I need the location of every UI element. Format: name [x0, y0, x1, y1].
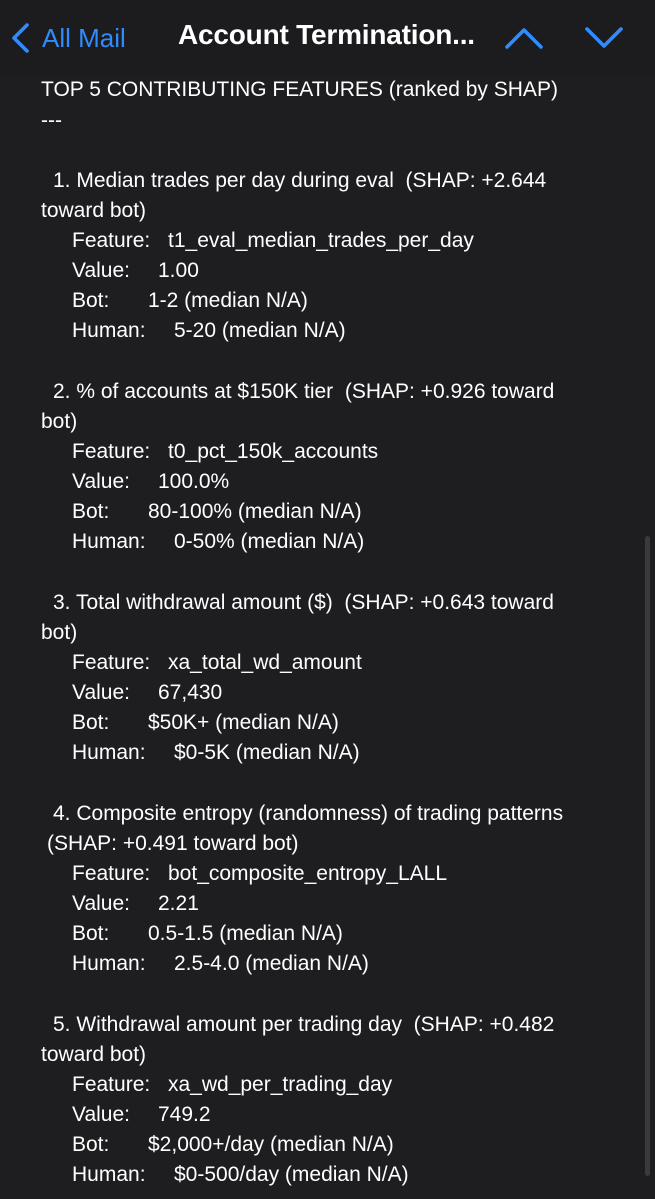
value-label: Value: — [72, 470, 130, 493]
value-label: Value: — [72, 1103, 130, 1126]
bot-range-row — [72, 497, 362, 527]
scrollbar[interactable] — [645, 536, 650, 1176]
feature-label: Feature: — [72, 229, 151, 252]
value-row — [72, 678, 222, 708]
feature-title-cont: bot) — [41, 410, 78, 433]
human-label: Human: — [72, 1163, 146, 1186]
bot-range: 1-2 (median N/A) — [148, 289, 308, 312]
feature-name: xa_wd_per_trading_day — [168, 1073, 393, 1096]
feature-value: 749.2 — [158, 1103, 211, 1126]
bot-label: Bot: — [72, 289, 110, 312]
human-range: $0-5K (median N/A) — [174, 741, 360, 764]
feature-name: t0_pct_150k_accounts — [168, 440, 379, 463]
section-heading: TOP 5 CONTRIBUTING FEATURES (ranked by SHAP) — [41, 78, 558, 101]
previous-message-button[interactable] — [502, 20, 546, 56]
feature-name-row — [72, 226, 474, 256]
navigation-bar — [0, 0, 655, 77]
human-label: Human: — [72, 741, 146, 764]
bot-range: $50K+ (median N/A) — [148, 711, 339, 734]
feature-title: 2. % of accounts at $150K tier (SHAP: +0.926 toward — [53, 380, 555, 403]
bot-label: Bot: — [72, 922, 110, 945]
feature-label: Feature: — [72, 862, 151, 885]
human-range-row — [72, 316, 346, 346]
separator: --- — [41, 109, 62, 132]
feature-value: 100.0% — [158, 470, 230, 493]
value-label: Value: — [72, 681, 130, 704]
human-label: Human: — [72, 952, 146, 975]
bot-range: 0.5-1.5 (median N/A) — [148, 922, 343, 945]
value-label: Value: — [72, 892, 130, 915]
human-range: 5-20 (median N/A) — [174, 319, 346, 342]
bot-range-row — [72, 919, 343, 949]
page-title: Account Termination... — [178, 19, 475, 50]
feature-name-row — [72, 859, 447, 889]
bot-label: Bot: — [72, 500, 110, 523]
feature-title: 1. Median trades per day during eval (SHAP: +2.644 — [53, 169, 547, 192]
value-row — [72, 467, 229, 497]
feature-title: 5. Withdrawal amount per trading day (SHAP: +0.482 — [53, 1013, 555, 1036]
bot-label: Bot: — [72, 1133, 110, 1156]
bot-range: $2,000+/day (median N/A) — [148, 1133, 394, 1156]
value-row — [72, 256, 199, 286]
chevron-up-icon — [504, 26, 544, 50]
feature-value: 1.00 — [158, 259, 199, 282]
value-label: Value: — [72, 259, 130, 282]
chevron-down-icon — [584, 26, 624, 50]
human-label: Human: — [72, 530, 146, 553]
feature-name-row — [72, 437, 378, 467]
human-range-row — [72, 527, 364, 557]
chevron-left-icon — [10, 22, 30, 54]
feature-name-row — [72, 648, 362, 678]
bot-label: Bot: — [72, 711, 110, 734]
feature-label: Feature: — [72, 1073, 151, 1096]
feature-title-cont: bot) — [41, 621, 78, 644]
feature-title-cont: toward bot) — [41, 1043, 147, 1066]
feature-title-cont: (SHAP: +0.491 toward bot) — [47, 832, 299, 855]
bot-range-row — [72, 286, 308, 316]
human-range-row — [72, 738, 360, 768]
feature-value: 67,430 — [158, 681, 223, 704]
feature-name: t1_eval_median_trades_per_day — [168, 229, 474, 252]
feature-title: 4. Composite entropy (randomness) of trading patterns — [53, 802, 564, 825]
bot-range-row — [72, 708, 339, 738]
feature-name: xa_total_wd_amount — [168, 651, 362, 674]
human-label: Human: — [72, 319, 146, 342]
bot-range: 80-100% (median N/A) — [148, 500, 362, 523]
back-label: All Mail — [42, 22, 126, 53]
bot-range-row — [72, 1130, 394, 1160]
value-row — [72, 1100, 211, 1130]
human-range-row — [72, 1160, 409, 1190]
next-message-button[interactable] — [582, 20, 626, 56]
feature-value: 2.21 — [158, 892, 199, 915]
human-range-row — [72, 949, 369, 979]
feature-title: 3. Total withdrawal amount ($) (SHAP: +0.643 toward — [53, 591, 554, 614]
value-row — [72, 889, 199, 919]
feature-label: Feature: — [72, 651, 151, 674]
feature-title-cont: toward bot) — [41, 199, 147, 222]
human-range: 2.5-4.0 (median N/A) — [174, 952, 369, 975]
back-button[interactable] — [10, 16, 126, 60]
human-range: $0-500/day (median N/A) — [174, 1163, 409, 1186]
feature-name-row — [72, 1070, 392, 1100]
feature-label: Feature: — [72, 440, 151, 463]
feature-name: bot_composite_entropy_LALL — [168, 862, 448, 885]
human-range: 0-50% (median N/A) — [174, 530, 365, 553]
